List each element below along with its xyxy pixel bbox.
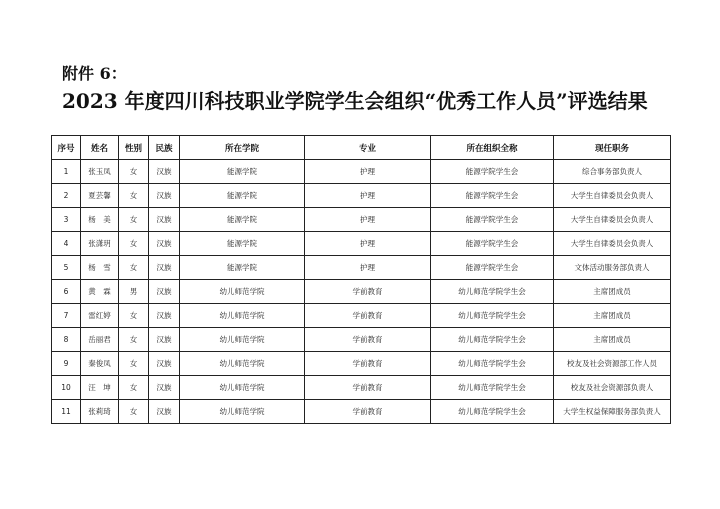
cell-major: 学前教育: [305, 400, 431, 424]
cell-gender: 女: [119, 184, 149, 208]
cell-ethnicity: 汉族: [149, 208, 180, 232]
cell-college: 幼儿师范学院: [180, 280, 305, 304]
cell-organization: 幼儿师范学院学生会: [431, 352, 554, 376]
cell-index: 3: [52, 208, 81, 232]
cell-name: 张潇玥: [81, 232, 119, 256]
cell-index: 8: [52, 328, 81, 352]
cell-index: 9: [52, 352, 81, 376]
table-row: [52, 304, 671, 328]
cell-college: 能源学院: [180, 160, 305, 184]
table-row: [52, 232, 671, 256]
table-row: [52, 400, 671, 424]
header-name: 姓名: [81, 136, 119, 160]
cell-gender: 女: [119, 400, 149, 424]
cell-major: 学前教育: [305, 280, 431, 304]
cell-position: 大学生自律委员会负责人: [554, 184, 671, 208]
cell-college: 幼儿师范学院: [180, 328, 305, 352]
cell-major: 护理: [305, 208, 431, 232]
cell-gender: 男: [119, 280, 149, 304]
cell-index: 1: [52, 160, 81, 184]
header-gender: 性别: [119, 136, 149, 160]
table-row: [52, 256, 671, 280]
cell-name: 夏芸馨: [81, 184, 119, 208]
cell-organization: 能源学院学生会: [431, 160, 554, 184]
cell-college: 幼儿师范学院: [180, 304, 305, 328]
cell-position: 主席团成员: [554, 304, 671, 328]
cell-organization: 幼儿师范学院学生会: [431, 400, 554, 424]
cell-college: 能源学院: [180, 256, 305, 280]
header-organization: 所在组织全称: [431, 136, 554, 160]
table-row: [52, 352, 671, 376]
cell-ethnicity: 汉族: [149, 232, 180, 256]
cell-name: 杨 美: [81, 208, 119, 232]
cell-ethnicity: 汉族: [149, 280, 180, 304]
cell-major: 学前教育: [305, 376, 431, 400]
cell-college: 能源学院: [180, 208, 305, 232]
cell-gender: 女: [119, 208, 149, 232]
cell-ethnicity: 汉族: [149, 256, 180, 280]
cell-major: 学前教育: [305, 352, 431, 376]
table-row: [52, 160, 671, 184]
cell-name: 雷红婷: [81, 304, 119, 328]
cell-gender: 女: [119, 232, 149, 256]
cell-organization: 幼儿师范学院学生会: [431, 376, 554, 400]
cell-major: 护理: [305, 160, 431, 184]
cell-ethnicity: 汉族: [149, 160, 180, 184]
cell-name: 杨 雪: [81, 256, 119, 280]
header-index: 序号: [52, 136, 81, 160]
cell-organization: 能源学院学生会: [431, 208, 554, 232]
cell-ethnicity: 汉族: [149, 328, 180, 352]
cell-ethnicity: 汉族: [149, 400, 180, 424]
cell-organization: 能源学院学生会: [431, 256, 554, 280]
table-row: [52, 328, 671, 352]
table-row: [52, 376, 671, 400]
cell-position: 大学生自律委员会负责人: [554, 232, 671, 256]
cell-index: 11: [52, 400, 81, 424]
table-row: [52, 184, 671, 208]
cell-organization: 幼儿师范学院学生会: [431, 304, 554, 328]
cell-position: 综合事务部负责人: [554, 160, 671, 184]
cell-major: 护理: [305, 256, 431, 280]
cell-gender: 女: [119, 160, 149, 184]
cell-gender: 女: [119, 304, 149, 328]
results-table: [51, 135, 671, 424]
attachment-label: 附件 6：: [62, 64, 127, 83]
cell-college: 幼儿师范学院: [180, 376, 305, 400]
cell-gender: 女: [119, 376, 149, 400]
cell-college: 能源学院: [180, 184, 305, 208]
cell-name: 岳丽君: [81, 328, 119, 352]
cell-name: 张玉凤: [81, 160, 119, 184]
cell-position: 校友及社会资源部负责人: [554, 376, 671, 400]
cell-position: 大学生权益保障服务部负责人: [554, 400, 671, 424]
cell-position: 文体活动服务部负责人: [554, 256, 671, 280]
cell-position: 大学生自律委员会负责人: [554, 208, 671, 232]
header-position: 现任职务: [554, 136, 671, 160]
cell-major: 护理: [305, 232, 431, 256]
cell-name: 黄 霖: [81, 280, 119, 304]
cell-index: 2: [52, 184, 81, 208]
cell-position: 主席团成员: [554, 280, 671, 304]
cell-ethnicity: 汉族: [149, 376, 180, 400]
header-ethnicity: 民族: [149, 136, 180, 160]
cell-gender: 女: [119, 352, 149, 376]
cell-ethnicity: 汉族: [149, 184, 180, 208]
cell-college: 幼儿师范学院: [180, 352, 305, 376]
cell-name: 秦俊凤: [81, 352, 119, 376]
cell-gender: 女: [119, 256, 149, 280]
cell-gender: 女: [119, 328, 149, 352]
header-college: 所在学院: [180, 136, 305, 160]
table-row: [52, 208, 671, 232]
cell-index: 4: [52, 232, 81, 256]
table-header-row: [52, 136, 671, 160]
cell-index: 10: [52, 376, 81, 400]
header-major: 专业: [305, 136, 431, 160]
cell-college: 幼儿师范学院: [180, 400, 305, 424]
cell-organization: 能源学院学生会: [431, 184, 554, 208]
cell-index: 7: [52, 304, 81, 328]
cell-name: 汪 坤: [81, 376, 119, 400]
cell-name: 张莉琦: [81, 400, 119, 424]
cell-major: 护理: [305, 184, 431, 208]
cell-organization: 能源学院学生会: [431, 232, 554, 256]
cell-ethnicity: 汉族: [149, 352, 180, 376]
cell-major: 学前教育: [305, 328, 431, 352]
cell-organization: 幼儿师范学院学生会: [431, 328, 554, 352]
cell-index: 5: [52, 256, 81, 280]
cell-college: 能源学院: [180, 232, 305, 256]
table-row: [52, 280, 671, 304]
cell-major: 学前教育: [305, 304, 431, 328]
cell-organization: 幼儿师范学院学生会: [431, 280, 554, 304]
document-title: 2023 年度四川科技职业学院学生会组织“优秀工作人员”评选结果: [62, 89, 648, 113]
cell-position: 主席团成员: [554, 328, 671, 352]
cell-position: 校友及社会资源部工作人员: [554, 352, 671, 376]
cell-index: 6: [52, 280, 81, 304]
cell-ethnicity: 汉族: [149, 304, 180, 328]
